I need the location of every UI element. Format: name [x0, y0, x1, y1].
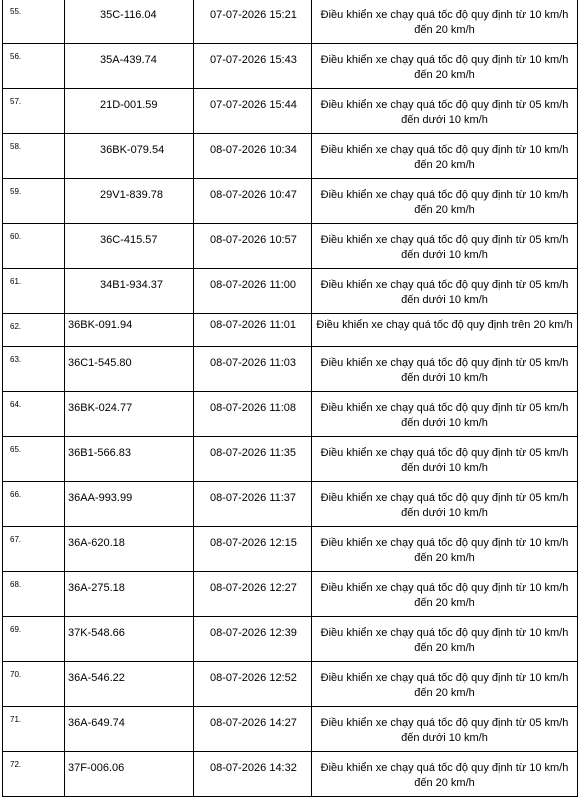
- violation-description: Điều khiển xe chạy quá tốc độ quy định từ 05 km/h đến dưới 10 km/h: [312, 392, 578, 437]
- license-plate: 36A-275.18: [65, 572, 194, 617]
- violation-time: 08-07-2026 12:39: [194, 617, 312, 662]
- violation-time: 08-07-2026 10:57: [194, 224, 312, 269]
- table-row: [3, 752, 578, 797]
- violation-description: Điều khiển xe chạy quá tốc độ quy định từ 10 km/h đến 20 km/h: [312, 662, 578, 707]
- table-row: [3, 392, 578, 437]
- violations-table: [2, 0, 578, 797]
- violation-time: 08-07-2026 10:34: [194, 134, 312, 179]
- row-index: 58.: [3, 134, 65, 179]
- license-plate: 29V1-839.78: [65, 179, 194, 224]
- violation-time: 08-07-2026 11:00: [194, 269, 312, 314]
- license-plate: 36B1-566.83: [65, 437, 194, 482]
- violation-time: 08-07-2026 11:37: [194, 482, 312, 527]
- table-row: [3, 269, 578, 314]
- row-index: 61.: [3, 269, 65, 314]
- violation-time: 08-07-2026 14:32: [194, 752, 312, 797]
- row-index: 66.: [3, 482, 65, 527]
- violation-description: Điều khiển xe chạy quá tốc độ quy định từ 10 km/h đến 20 km/h: [312, 527, 578, 572]
- violation-time: 08-07-2026 12:15: [194, 527, 312, 572]
- table-row: [3, 314, 578, 347]
- row-index: 63.: [3, 347, 65, 392]
- row-index: 64.: [3, 392, 65, 437]
- violation-time: 08-07-2026 11:35: [194, 437, 312, 482]
- license-plate: 36BK-091.94: [65, 314, 194, 347]
- violation-description: Điều khiển xe chạy quá tốc độ quy định từ 05 km/h đến dưới 10 km/h: [312, 269, 578, 314]
- row-index: 72.: [3, 752, 65, 797]
- violation-description: Điều khiển xe chạy quá tốc độ quy định từ 10 km/h đến 20 km/h: [312, 752, 578, 797]
- violation-description: Điều khiển xe chạy quá tốc độ quy định từ 10 km/h đến 20 km/h: [312, 617, 578, 662]
- violation-time: 08-07-2026 14:27: [194, 707, 312, 752]
- table-row: [3, 662, 578, 707]
- license-plate: 36C1-545.80: [65, 347, 194, 392]
- violation-description: Điều khiển xe chạy quá tốc độ quy định từ 05 km/h đến dưới 10 km/h: [312, 482, 578, 527]
- row-index: 70.: [3, 662, 65, 707]
- violation-description: Điều khiển xe chạy quá tốc độ quy định từ 05 km/h đến dưới 10 km/h: [312, 437, 578, 482]
- violation-time: 08-07-2026 12:52: [194, 662, 312, 707]
- violation-time: 08-07-2026 11:03: [194, 347, 312, 392]
- violation-time: 07-07-2026 15:21: [194, 0, 312, 44]
- violation-description: Điều khiển xe chạy quá tốc độ quy định từ 10 km/h đến 20 km/h: [312, 179, 578, 224]
- violation-time: 07-07-2026 15:43: [194, 44, 312, 89]
- table-row: [3, 179, 578, 224]
- table-row: [3, 437, 578, 482]
- license-plate: 36BK-024.77: [65, 392, 194, 437]
- license-plate: 36A-649.74: [65, 707, 194, 752]
- violation-description: Điều khiển xe chạy quá tốc độ quy định từ 05 km/h đến dưới 10 km/h: [312, 707, 578, 752]
- violation-description: Điều khiển xe chạy quá tốc độ quy định từ 05 km/h đến dưới 10 km/h: [312, 347, 578, 392]
- table-row: [3, 482, 578, 527]
- violation-description: Điều khiển xe chạy quá tốc độ quy định từ 05 km/h đến dưới 10 km/h: [312, 224, 578, 269]
- license-plate: 36AA-993.99: [65, 482, 194, 527]
- license-plate: 36BK-079.54: [65, 134, 194, 179]
- row-index: 59.: [3, 179, 65, 224]
- table-row: [3, 707, 578, 752]
- license-plate: 37F-006.06: [65, 752, 194, 797]
- table-row: [3, 617, 578, 662]
- violation-time: 08-07-2026 10:47: [194, 179, 312, 224]
- license-plate: 34B1-934.37: [65, 269, 194, 314]
- row-index: 67.: [3, 527, 65, 572]
- violation-time: 08-07-2026 11:01: [194, 314, 312, 347]
- violation-description: Điều khiển xe chạy quá tốc độ quy định từ 10 km/h đến 20 km/h: [312, 44, 578, 89]
- row-index: 55.: [3, 0, 65, 44]
- row-index: 68.: [3, 572, 65, 617]
- license-plate: 21D-001.59: [65, 89, 194, 134]
- table-row: [3, 527, 578, 572]
- row-index: 56.: [3, 44, 65, 89]
- violation-description: Điều khiển xe chạy quá tốc độ quy định từ 10 km/h đến 20 km/h: [312, 134, 578, 179]
- row-index: 69.: [3, 617, 65, 662]
- table-row: [3, 572, 578, 617]
- row-index: 62.: [3, 314, 65, 347]
- violation-description: Điều khiển xe chạy quá tốc độ quy định trên 20 km/h: [312, 314, 578, 347]
- row-index: 57.: [3, 89, 65, 134]
- table-row: [3, 134, 578, 179]
- license-plate: 37K-548.66: [65, 617, 194, 662]
- table-row: [3, 347, 578, 392]
- table-row: [3, 0, 578, 44]
- table-row: [3, 44, 578, 89]
- violation-description: Điều khiển xe chạy quá tốc độ quy định từ 05 km/h đến dưới 10 km/h: [312, 89, 578, 134]
- violation-time: 08-07-2026 11:08: [194, 392, 312, 437]
- license-plate: 36A-546.22: [65, 662, 194, 707]
- violation-time: 08-07-2026 12:27: [194, 572, 312, 617]
- license-plate: 36A-620.18: [65, 527, 194, 572]
- row-index: 65.: [3, 437, 65, 482]
- violation-description: Điều khiển xe chạy quá tốc độ quy định từ 10 km/h đến 20 km/h: [312, 0, 578, 44]
- row-index: 60.: [3, 224, 65, 269]
- license-plate: 36C-415.57: [65, 224, 194, 269]
- violation-time: 07-07-2026 15:44: [194, 89, 312, 134]
- row-index: 71.: [3, 707, 65, 752]
- license-plate: 35C-116.04: [65, 0, 194, 44]
- license-plate: 35A-439.74: [65, 44, 194, 89]
- table-row: [3, 224, 578, 269]
- table-row: [3, 89, 578, 134]
- violation-description: Điều khiển xe chạy quá tốc độ quy định từ 10 km/h đến 20 km/h: [312, 572, 578, 617]
